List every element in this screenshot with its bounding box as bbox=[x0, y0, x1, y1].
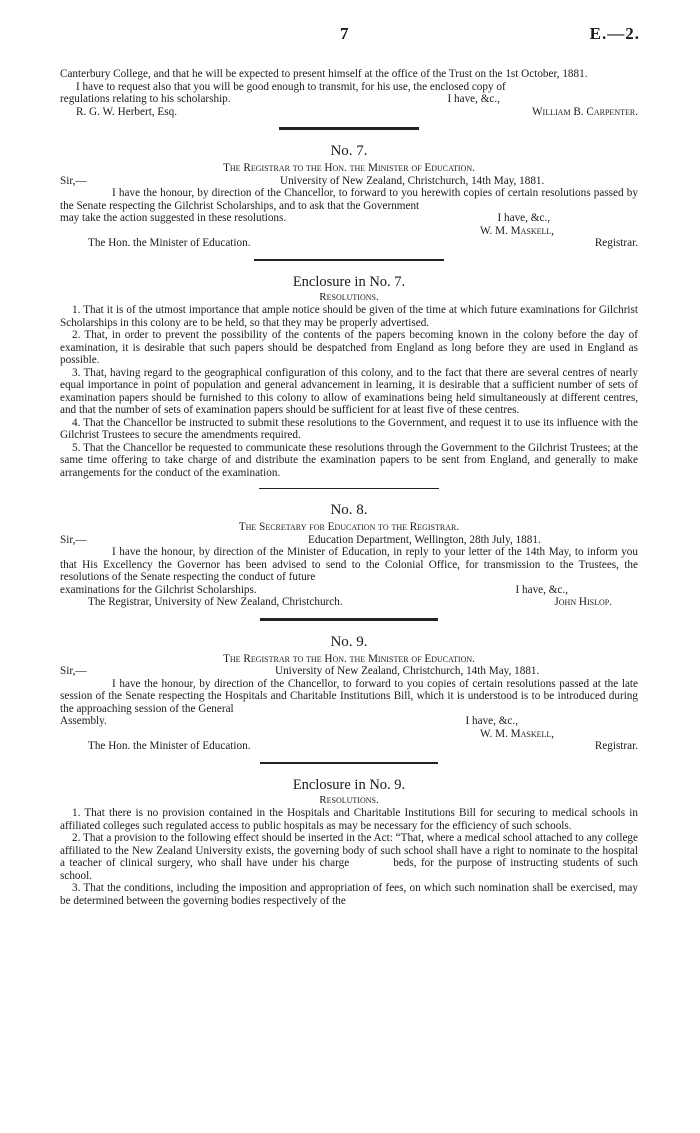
resolution-item: 4. That the Chancellor be instructed to submit these resolutions to the Government, and request it to use its influence with the Gilchrist Trustees to secure the amendments required. bbox=[60, 416, 638, 441]
enclosure-no7-subtitle: Resolutions. bbox=[319, 290, 379, 303]
letter-no8-closing-row bbox=[60, 584, 638, 597]
section-divider bbox=[260, 762, 438, 764]
intro-recipient: R. G. W. Herbert, Esq. bbox=[76, 105, 177, 118]
letter-no9-salutation: Sir,— bbox=[60, 665, 87, 677]
letter-no8-recipient: The Registrar, University of New Zealand, Christchurch. bbox=[88, 596, 343, 608]
letter-no9-title: No. 9. bbox=[330, 633, 368, 650]
letter-no7-address: University of New Zealand, Christchurch, 14th May, 1881. bbox=[280, 174, 545, 187]
resolution-item-text: beds, for the purpose of instructing students of such school. bbox=[60, 857, 638, 882]
letter-no7-signer: W. M. Maskell, bbox=[480, 224, 555, 237]
letter-no8-body: I have the honour, by direction of the Minister of Education, in reply to your letter of the 14th May, to inform you that His Excellency the Governor has been advised to send to the Colonial Office, for transmission to the Trustees, the resolutions of the Senate respecting the conduct of future bbox=[60, 546, 638, 583]
intro-signer: William B. Carpenter. bbox=[532, 105, 638, 118]
letter-no9-body: I have the honour, by direction of the Chancellor, to forward to you copies of certain resolutions passed at the late session of the Senate respecting the Hospitals and Charitable Institutions Bill, which it is understood is to be introduced during the approaching session of the General bbox=[60, 677, 638, 715]
intro-request: I have to request also that you will be good enough to transmit, for his use, the enclosed copy of bbox=[76, 80, 506, 93]
letter-no7 bbox=[60, 142, 638, 250]
letter-no8-body-end: examinations for the Gilchrist Scholarships. bbox=[60, 583, 257, 596]
series-label: E.—2. bbox=[589, 24, 640, 43]
letter-no7-closing: I have, &c., bbox=[497, 212, 550, 224]
resolution-item: 3. That, having regard to the geographical configuration of this colony, and to the fact that there are several centres of nearly equal importance in point of population and general advancement in learning, it is desirable that a sufficient number of sets of examination papers should be furnished to this colony to allow of examinations being held simultaneously at different centres, and that the number of sets of examination papers should be sufficient for at least five of these centres. bbox=[60, 366, 638, 416]
page-header bbox=[60, 24, 640, 68]
letter-no8-salutation: Sir,— bbox=[60, 533, 87, 546]
intro-section bbox=[60, 68, 638, 118]
resolution-item bbox=[60, 832, 638, 882]
document-page bbox=[60, 24, 640, 907]
intro-paragraph: Canterbury College, and that he will be expected to present himself at the office of the Trust on the 1st October, 1881. bbox=[60, 68, 588, 80]
letter-no8-signer: John Hislop. bbox=[554, 596, 612, 608]
letter-no7-body: I have the honour, by direction of the Chancellor, to forward to you herewith copies of certain resolutions passed by the Senate respecting the Gilchrist Scholarships, and to ask that the Government bbox=[60, 187, 638, 212]
letter-no7-role: Registrar. bbox=[594, 237, 638, 249]
section-divider bbox=[279, 127, 419, 130]
letter-no9 bbox=[60, 633, 638, 753]
letter-no7-salutation: Sir,— bbox=[60, 174, 87, 187]
letter-no8 bbox=[60, 501, 638, 609]
resolution-item: 2. That, in order to prevent the possibility of the contents of the papers becoming known in the colony before the day of examination, it is desirable that such papers should be despatched from England as long before they are used in England as possible. bbox=[60, 329, 638, 366]
letter-no8-salutation-row bbox=[60, 534, 638, 547]
letter-no8-title: No. 8. bbox=[330, 502, 368, 518]
letter-no9-closing: I have, &c., bbox=[465, 715, 518, 727]
enclosure-no7-title: Enclosure in No. 7. bbox=[292, 273, 406, 290]
letter-no7-closing-row bbox=[60, 212, 638, 225]
letter-no9-closing-row bbox=[60, 715, 638, 728]
enclosure-no9-subtitle: Resolutions. bbox=[319, 793, 379, 806]
resolution-item: 1. That it is of the utmost importance that ample notice should be given of the time at which future examinations for Gilchrist Scholarships in this colony are to be held, so that they may be properly advertised. bbox=[60, 304, 638, 329]
letter-no8-fromto: The Secretary for Education to the Registrar. bbox=[238, 521, 460, 533]
letter-no7-recipient-row bbox=[60, 237, 638, 250]
letter-no8-address: Education Department, Wellington, 28th July, 1881. bbox=[308, 533, 541, 546]
letter-no9-fromto: The Registrar to the Hon. the Minister of Education. bbox=[223, 652, 475, 665]
letter-no7-title: No. 7. bbox=[330, 143, 368, 159]
intro-closing-row bbox=[60, 93, 638, 106]
resolution-item: 3. That the conditions, including the imposition and appropriation of fees, on which such nomination shall be exercised, may be determined between the governing bodies respectively of the bbox=[60, 882, 638, 907]
section-divider bbox=[260, 618, 438, 621]
intro-request-end: regulations relating to his scholarship. bbox=[60, 93, 231, 105]
resolution-item-text: 2. That a provision to the following effect should be inserted in the Act: “That, where a medical school attached to any college affiliated to the New Zealand University exists, the governing body of such school shall have a right to nominate to the hospital a teacher of clinical surgery, who shall have under his charge bbox=[60, 832, 638, 869]
enclosure-no9 bbox=[60, 776, 638, 908]
enclosure-no9-title: Enclosure in No. 9. bbox=[292, 776, 406, 793]
letter-no8-signature-row bbox=[60, 596, 638, 609]
enclosure-no7 bbox=[60, 273, 638, 480]
letter-no7-body-end: may take the action suggested in these resolutions. bbox=[60, 212, 287, 224]
resolution-item: 1. That there is no provision contained in the Hospitals and Charitable Institutions Bill for securing to medical schools in affiliated colleges such regulated access to public hospitals as may be necessary for the efficiency of such schools. bbox=[60, 807, 638, 832]
letter-no9-recipient: The Hon. the Minister of Education. bbox=[88, 740, 251, 752]
letter-no9-recipient-row bbox=[60, 740, 638, 753]
letter-no7-recipient: The Hon. the Minister of Education. bbox=[88, 237, 251, 249]
section-divider bbox=[259, 488, 439, 489]
letter-no9-salutation-row bbox=[60, 665, 638, 678]
letter-no8-closing: I have, &c., bbox=[515, 583, 568, 596]
intro-signature-row bbox=[60, 106, 638, 119]
letter-no9-signer: W. M. Maskell, bbox=[480, 727, 555, 740]
intro-closing: I have, &c., bbox=[447, 93, 500, 105]
section-divider bbox=[254, 259, 444, 261]
letter-no7-fromto: The Registrar to the Hon. the Minister of Education. bbox=[223, 162, 475, 174]
resolution-item: 5. That the Chancellor be requested to communicate these resolutions through the Government to the Gilchrist Trustees; at the same time offering to take charge of and distribute the examination papers to be sent from England, and generally to make arrangements for the conduct of the examination. bbox=[60, 441, 638, 479]
letter-no7-salutation-row bbox=[60, 175, 638, 188]
letter-no9-body-end: Assembly. bbox=[60, 715, 107, 727]
letter-no9-address: University of New Zealand, Christchurch, 14th May, 1881. bbox=[275, 665, 540, 677]
letter-no9-role: Registrar. bbox=[594, 740, 638, 752]
page-number: 7 bbox=[340, 24, 349, 43]
